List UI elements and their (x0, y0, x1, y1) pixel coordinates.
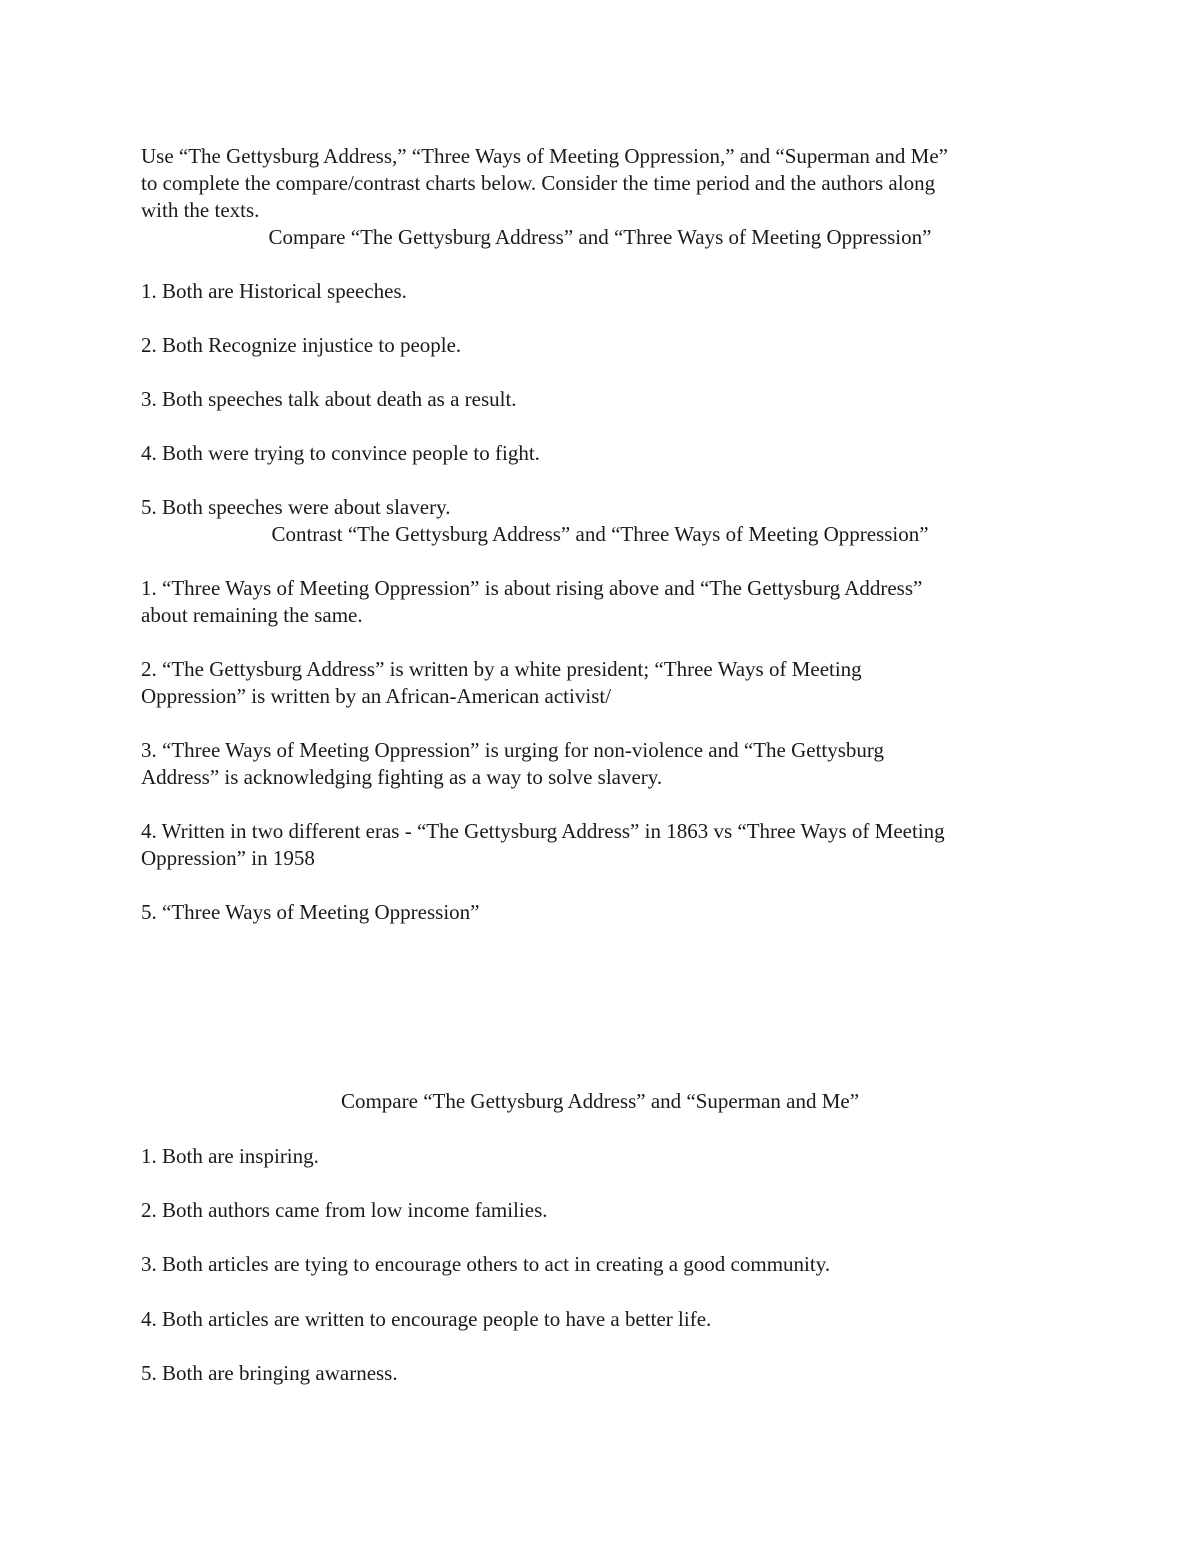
contrast-1-item-line-1: 5. “Three Ways of Meeting Oppression” (141, 900, 480, 924)
contrast-1-item-line-1: 4. Written in two different eras - “The Gettysburg Address” in 1863 vs “Three Ways of Meeting (141, 819, 945, 843)
contrast-1-item-line-2: about remaining the same. (141, 603, 363, 627)
intro-line-3: with the texts. (141, 198, 260, 222)
contrast-1-item-line-2: Oppression” is written by an African-American activist/ (141, 684, 612, 708)
contrast-1-item-line-2: Oppression” in 1958 (141, 846, 315, 870)
compare-1-item: 2. Both Recognize injustice to people. (141, 333, 462, 357)
compare-2-item: 1. Both are inspiring. (141, 1144, 319, 1168)
intro-line-1: Use “The Gettysburg Address,” “Three Ways of Meeting Oppression,” and “Superman and Me” (141, 144, 948, 168)
compare-2-item: 3. Both articles are tying to encourage others to act in creating a good community. (141, 1252, 831, 1276)
compare-2-item: 2. Both authors came from low income families. (141, 1198, 548, 1222)
contrast-1-item-line-1: 2. “The Gettysburg Address” is written by a white president; “Three Ways of Meeting (141, 657, 862, 681)
compare-1-item: 1. Both are Historical speeches. (141, 279, 407, 303)
intro-line-2: to complete the compare/contrast charts below. Consider the time period and the authors along (141, 171, 936, 195)
contrast-1-heading: Contrast “The Gettysburg Address” and “Three Ways of Meeting Oppression” (271, 522, 929, 546)
contrast-1-item-line-1: 1. “Three Ways of Meeting Oppression” is about rising above and “The Gettysburg Address” (141, 576, 923, 600)
compare-1-item: 5. Both speeches were about slavery. (141, 495, 451, 519)
compare-2-item: 4. Both articles are written to encourage people to have a better life. (141, 1307, 712, 1331)
compare-1-item: 3. Both speeches talk about death as a result. (141, 387, 517, 411)
contrast-1-item-line-2: Address” is acknowledging fighting as a way to solve slavery. (141, 765, 663, 789)
compare-2-item: 5. Both are bringing awarness. (141, 1361, 398, 1385)
contrast-1-item-line-1: 3. “Three Ways of Meeting Oppression” is urging for non-violence and “The Gettysburg (141, 738, 885, 762)
compare-2-heading: Compare “The Gettysburg Address” and “Superman and Me” (340, 1089, 860, 1113)
compare-1-item: 4. Both were trying to convince people to fight. (141, 441, 540, 465)
compare-1-heading: Compare “The Gettysburg Address” and “Three Ways of Meeting Oppression” (268, 225, 932, 249)
